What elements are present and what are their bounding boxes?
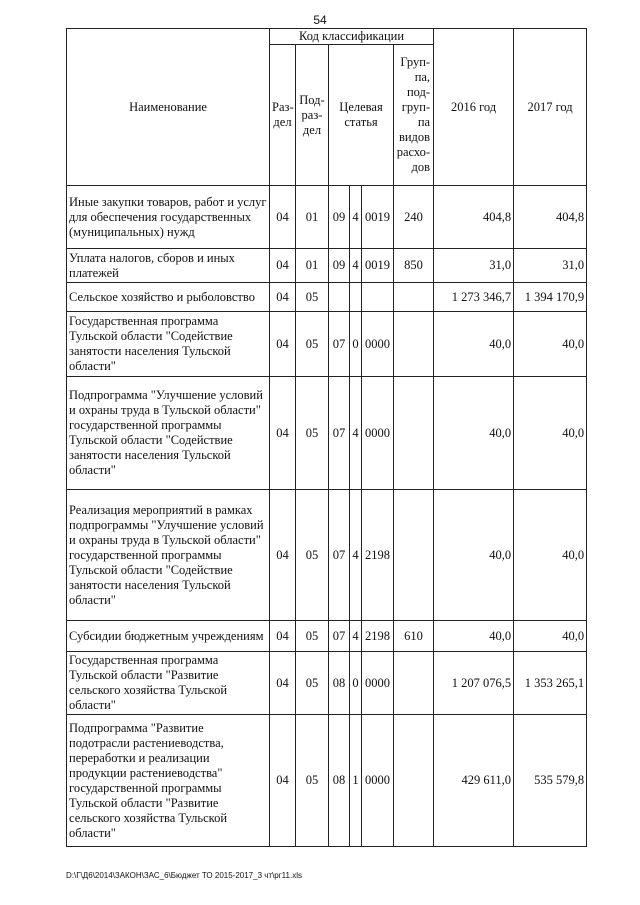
header-classification: Код классификации — [270, 29, 434, 45]
budget-table — [66, 28, 587, 847]
row-section: 04 — [270, 715, 296, 847]
table-row — [67, 377, 587, 490]
header-year-2016: 2016 год — [434, 29, 514, 186]
row-target-3: 2198 — [362, 621, 394, 652]
row-target-3: 0000 — [362, 377, 394, 490]
row-target-1: 09 — [329, 249, 350, 283]
row-target-3: 0000 — [362, 715, 394, 847]
row-name: Уплата налогов, сборов и иных платежей — [67, 249, 270, 283]
row-value-2016: 31,0 — [434, 249, 514, 283]
row-group — [394, 490, 434, 621]
row-name: Подпрограмма "Развитие подотрасли растениеводства, переработки и реализации продукции растениеводства" государственной программы Тульской области "Развитие сельского хозяйства Тульской области" — [67, 715, 270, 847]
row-name: Государственная программа Тульской области "Развитие сельского хозяйства Тульской области" — [67, 652, 270, 715]
row-target-3: 0019 — [362, 186, 394, 249]
row-section: 04 — [270, 312, 296, 377]
row-group: 610 — [394, 621, 434, 652]
row-value-2017: 1 394 170,9 — [514, 283, 587, 312]
row-group: 850 — [394, 249, 434, 283]
row-section: 04 — [270, 490, 296, 621]
row-subsection: 05 — [296, 715, 329, 847]
row-subsection: 05 — [296, 490, 329, 621]
row-group — [394, 377, 434, 490]
row-subsection: 05 — [296, 621, 329, 652]
header-group: Груп- па, под- груп- па видов расхо- дов — [394, 45, 434, 186]
row-value-2017: 40,0 — [514, 377, 587, 490]
header-name: Наименование — [67, 29, 270, 186]
row-value-2016: 40,0 — [434, 621, 514, 652]
table-row — [67, 283, 587, 312]
header-target-article: Целевая статья — [329, 45, 394, 186]
row-section: 04 — [270, 621, 296, 652]
row-group: 240 — [394, 186, 434, 249]
page-number: 54 — [313, 13, 327, 27]
table-row — [67, 652, 587, 715]
row-section: 04 — [270, 377, 296, 490]
row-name: Реализация мероприятий в рамках подпрограммы "Улучшение условий и охраны труда в Тульской области" государственной программы Тульской области "Содействие занятости населения Тульской области" — [67, 490, 270, 621]
table-row — [67, 249, 587, 283]
row-group — [394, 312, 434, 377]
row-target-1 — [329, 283, 350, 312]
row-target-2: 4 — [350, 377, 362, 490]
row-target-1: 07 — [329, 621, 350, 652]
row-target-3: 0000 — [362, 312, 394, 377]
row-group — [394, 652, 434, 715]
row-section: 04 — [270, 186, 296, 249]
table-row — [67, 490, 587, 621]
row-name: Субсидии бюджетным учреждениям — [67, 621, 270, 652]
row-target-2: 4 — [350, 249, 362, 283]
row-value-2016: 404,8 — [434, 186, 514, 249]
table-body — [67, 186, 587, 847]
row-target-1: 07 — [329, 377, 350, 490]
row-target-2: 0 — [350, 312, 362, 377]
row-subsection: 05 — [296, 652, 329, 715]
row-target-2: 4 — [350, 621, 362, 652]
row-target-1: 07 — [329, 312, 350, 377]
row-target-3: 2198 — [362, 490, 394, 621]
row-value-2017: 31,0 — [514, 249, 587, 283]
row-target-1: 07 — [329, 490, 350, 621]
row-target-2 — [350, 283, 362, 312]
row-name: Сельское хозяйство и рыболовство — [67, 283, 270, 312]
file-path: D:\Г\Д6\2014\ЗАКОН\ЗАС_6\Бюджет ТО 2015-2017_3 чт\рг11.xls — [66, 871, 302, 880]
row-subsection: 01 — [296, 186, 329, 249]
row-target-3: 0000 — [362, 652, 394, 715]
row-target-2: 0 — [350, 652, 362, 715]
row-target-3: 0019 — [362, 249, 394, 283]
row-target-2: 4 — [350, 490, 362, 621]
row-group — [394, 283, 434, 312]
row-target-3 — [362, 283, 394, 312]
table-header — [67, 29, 587, 186]
row-target-2: 4 — [350, 186, 362, 249]
row-value-2016: 40,0 — [434, 490, 514, 621]
row-name: Государственная программа Тульской области "Содействие занятости населения Тульской области" — [67, 312, 270, 377]
row-target-1: 08 — [329, 715, 350, 847]
row-name: Подпрограмма "Улучшение условий и охраны труда в Тульской области" государственной программы Тульской области "Содействие занятости населения Тульской области" — [67, 377, 270, 490]
row-section: 04 — [270, 283, 296, 312]
row-value-2016: 429 611,0 — [434, 715, 514, 847]
header-subsection: Под- раз- дел — [296, 45, 329, 186]
row-section: 04 — [270, 652, 296, 715]
row-value-2016: 40,0 — [434, 312, 514, 377]
header-section: Раз- дел — [270, 45, 296, 186]
row-value-2016: 1 273 346,7 — [434, 283, 514, 312]
row-subsection: 01 — [296, 249, 329, 283]
row-value-2016: 40,0 — [434, 377, 514, 490]
row-value-2017: 1 353 265,1 — [514, 652, 587, 715]
row-subsection: 05 — [296, 312, 329, 377]
row-value-2017: 40,0 — [514, 621, 587, 652]
row-subsection: 05 — [296, 283, 329, 312]
row-value-2017: 535 579,8 — [514, 715, 587, 847]
row-value-2017: 40,0 — [514, 312, 587, 377]
row-name: Иные закупки товаров, работ и услуг для обеспечения государственных (муниципальных) нужд — [67, 186, 270, 249]
row-value-2017: 404,8 — [514, 186, 587, 249]
table-row — [67, 312, 587, 377]
row-subsection: 05 — [296, 377, 329, 490]
table-row — [67, 621, 587, 652]
table-row — [67, 715, 587, 847]
header-year-2017: 2017 год — [514, 29, 587, 186]
row-group — [394, 715, 434, 847]
table-row — [67, 186, 587, 249]
row-target-1: 08 — [329, 652, 350, 715]
row-target-2: 1 — [350, 715, 362, 847]
row-section: 04 — [270, 249, 296, 283]
row-value-2017: 40,0 — [514, 490, 587, 621]
row-target-1: 09 — [329, 186, 350, 249]
row-value-2016: 1 207 076,5 — [434, 652, 514, 715]
